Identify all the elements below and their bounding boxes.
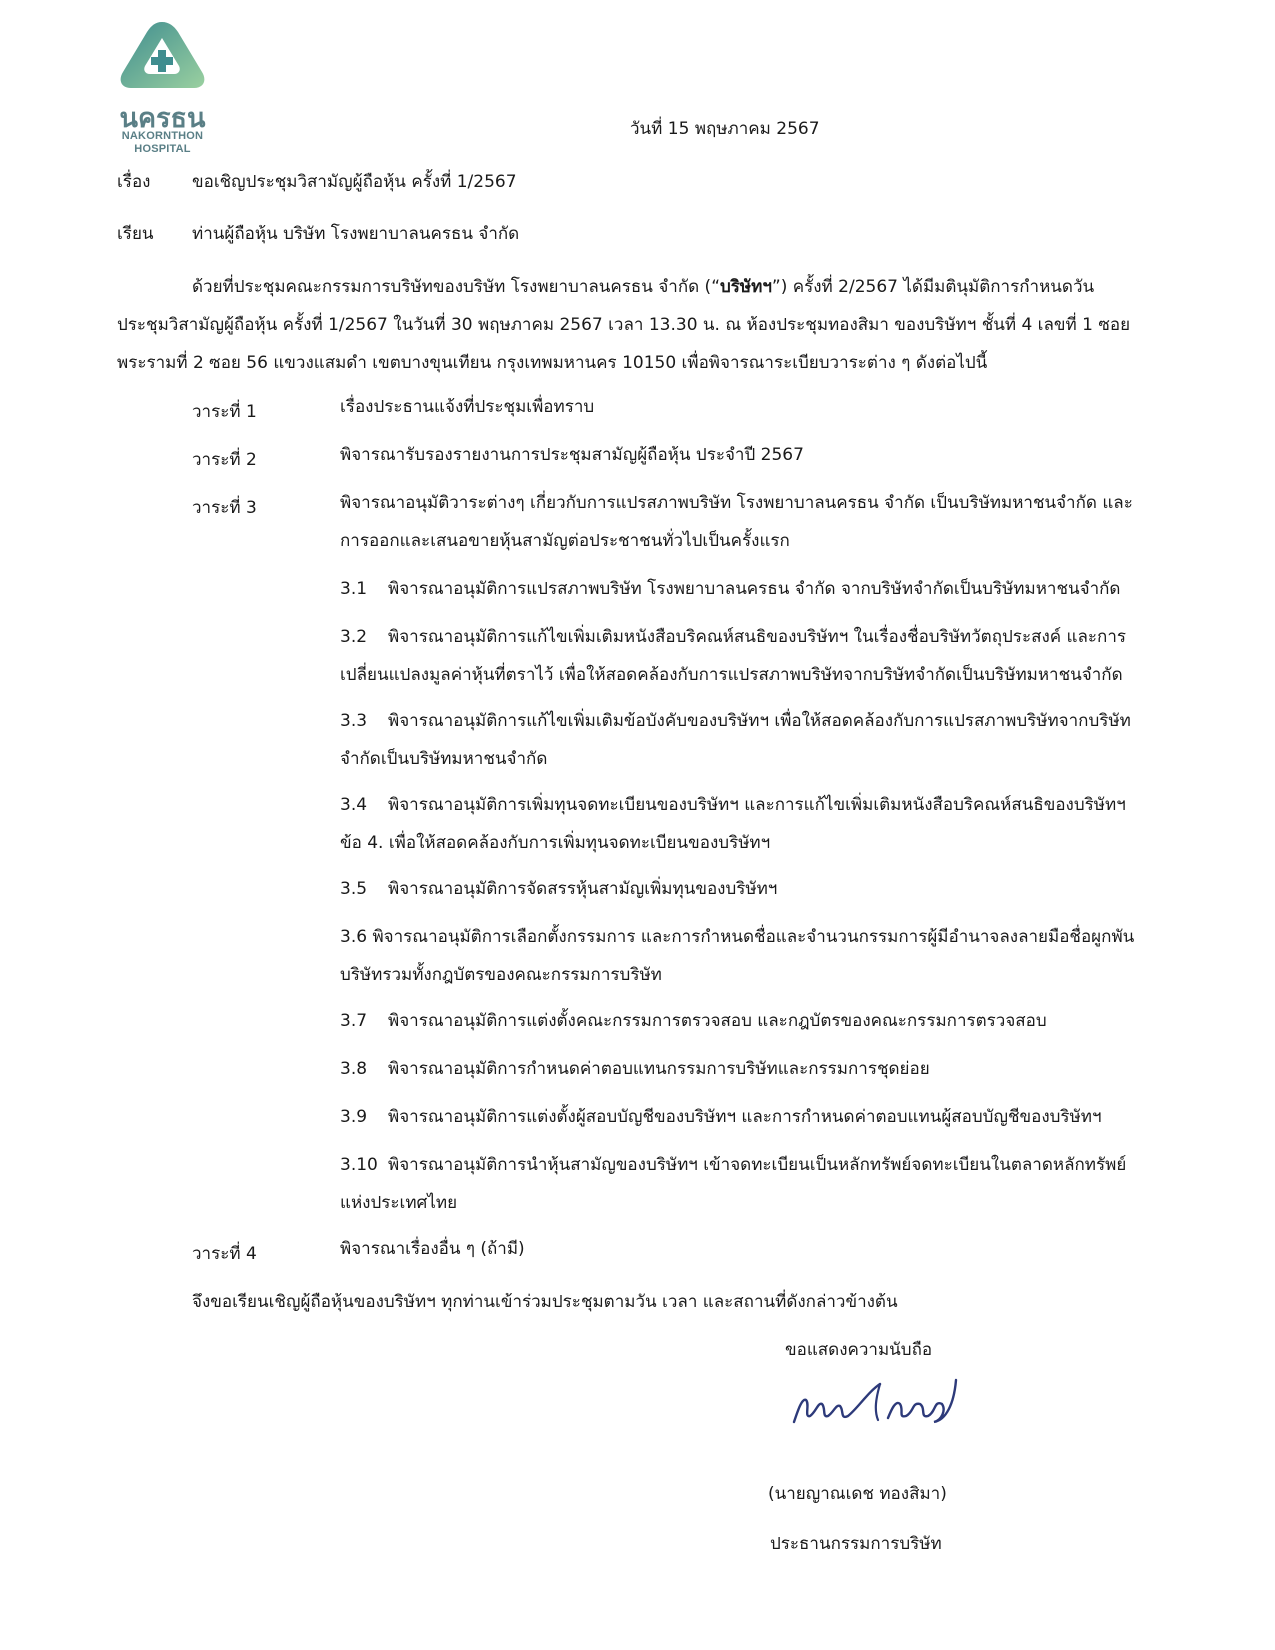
subject-text: ขอเชิญประชุมวิสามัญผู้ถือหุ้น ครั้งที่ 1/2567 [192, 172, 517, 192]
intro-paragraph [117, 268, 1157, 382]
sub-item-number: 3.6 [340, 927, 368, 947]
sub-item [340, 618, 1160, 694]
sub-item-number: 3.10 [340, 1155, 378, 1175]
agenda-number: วาระที่ 3 [192, 498, 257, 518]
sub-item-text: พิจารณาอนุมัติการแก้ไขเพิ่มเติมหนังสือบริคณห์สนธิของบริษัทฯ ในเรื่องชื่อบริษัทวัตถุประสงค์ และการ [388, 627, 1126, 647]
sub-item-text: พิจารณาอนุมัติการแต่งตั้งคณะกรรมการตรวจสอบ และกฎบัตรของคณะกรรมการตรวจสอบ [388, 1011, 1047, 1031]
sub-item-text: พิจารณาอนุมัติการเลือกตั้งกรรมการ และการกำหนดชื่อและจำนวนกรรมการผู้มีอำนาจลงลายมือชื่อผูกพัน [372, 927, 1135, 947]
sub-item-text-2: เปลี่ยนแปลงมูลค่าหุ้นที่ตราไว้ เพื่อให้สอดคล้องกับการแปรสภาพบริษัทจากบริษัทจำกัดเป็นบริษัทมหาชนจำกัด [340, 665, 1123, 685]
regards-text: ขอแสดงความนับถือ [785, 1340, 933, 1360]
signer-name: (นายญาณเดช ทองสิมา) [768, 1484, 947, 1504]
logo-name-thai: นครธน [119, 103, 206, 133]
sub-item [340, 1050, 1160, 1088]
sub-item-number: 3.8 [340, 1059, 368, 1079]
letter-date: วันที่ 15 พฤษภาคม 2567 [630, 119, 820, 139]
sub-item-text: พิจารณาอนุมัติการกำหนดค่าตอบแทนกรรมการบริษัทและกรรมการชุดย่อย [388, 1059, 930, 1079]
subject-label: เรื่อง [117, 172, 151, 192]
sub-item-text: พิจารณาอนุมัติการนำหุ้นสามัญของบริษัทฯ เข้าจดทะเบียนเป็นหลักทรัพย์จดทะเบียนในตลาดหลักทรัพย์ [388, 1155, 1127, 1175]
to-text: ท่านผู้ถือหุ้น บริษัท โรงพยาบาลนครธน จำกัด [192, 224, 520, 244]
closing-sentence: จึงขอเรียนเชิญผู้ถือหุ้นของบริษัทฯ ทุกท่านเข้าร่วมประชุมตามวัน เวลา และสถานที่ดังกล่าวข้างต้น [192, 1292, 898, 1312]
sub-item-number: 3.5 [340, 879, 368, 899]
agenda-text: พิจารณาเรื่องอื่น ๆ (ถ้ามี) [340, 1239, 525, 1259]
agenda-text: พิจารณารับรองรายงานการประชุมสามัญผู้ถือหุ้น ประจำปี 2567 [340, 445, 804, 465]
agenda-number: วาระที่ 4 [192, 1244, 257, 1264]
sub-item-number: 3.2 [340, 627, 368, 647]
sub-item [340, 1098, 1160, 1136]
intro-part-2: ”) ครั้งที่ 2/2567 ได้มีมตินุมัติการกำหนดวัน [771, 277, 1095, 297]
agenda-number: วาระที่ 2 [192, 450, 257, 470]
sub-item [340, 1146, 1160, 1222]
logo-name-english-2: HOSPITAL [134, 143, 191, 155]
sub-item [340, 570, 1160, 608]
sub-item-number: 3.4 [340, 795, 368, 815]
intro-line-3: พระรามที่ 2 ซอย 56 แขวงแสมดำ เขตบางขุนเทียน กรุงเทพมหานคร 10150 เพื่อพิจารณาระเบียบวาระต่าง ๆ ดังต่อไปนี้ [117, 353, 988, 373]
agenda-text: เรื่องประธานแจ้งที่ประชุมเพื่อทราบ [340, 397, 595, 417]
sub-item-text: พิจารณาอนุมัติการเพิ่มทุนจดทะเบียนของบริษัทฯ และการแก้ไขเพิ่มเติมหนังสือบริคณห์สนธิของบริษัทฯ [388, 795, 1126, 815]
intro-line-1 [117, 268, 1157, 306]
sub-item-text-2: จำกัดเป็นบริษัทมหาชนจำกัด [340, 749, 548, 769]
to-label: เรียน [117, 224, 154, 244]
sub-item-text-2: บริษัทรวมทั้งกฎบัตรของคณะกรรมการบริษัท [340, 965, 662, 985]
agenda-text [340, 484, 1160, 560]
sub-item-text-2: แห่งประเทศไทย [340, 1193, 458, 1213]
sub-item [340, 918, 1160, 994]
sub-item-text: พิจารณาอนุมัติการแต่งตั้งผู้สอบบัญชีของบริษัทฯ และการกำหนดค่าตอบแทนผู้สอบบัญชีของบริษัทฯ [388, 1107, 1102, 1127]
sub-item-number: 3.3 [340, 711, 368, 731]
sub-item [340, 870, 1160, 908]
hospital-logo-icon [115, 20, 210, 95]
sub-item-number: 3.7 [340, 1011, 368, 1031]
sub-item [340, 702, 1160, 778]
intro-line-2: ประชุมวิสามัญผู้ถือหุ้น ครั้งที่ 1/2567 ในวันที่ 30 พฤษภาคม 2567 เวลา 13.30 น. ณ ห้องประชุมทองสิมา ของบริษัทฯ ชั้นที่ 4 เลขที่ 1 ซอย [117, 315, 1131, 335]
sub-item-text: พิจารณาอนุมัติการแปรสภาพบริษัท โรงพยาบาลนครธน จำกัด จากบริษัทจำกัดเป็นบริษัทมหาชนจำกัด [388, 579, 1121, 599]
signature-image [788, 1370, 963, 1440]
agenda-text-line: การออกและเสนอขายหุ้นสามัญต่อประชาชนทั่วไปเป็นครั้งแรก [340, 531, 790, 551]
sub-item-number: 3.1 [340, 579, 368, 599]
hospital-logo [115, 20, 210, 155]
sub-item-number: 3.9 [340, 1107, 368, 1127]
sub-item [340, 786, 1160, 862]
company-short-name: บริษัทฯ [720, 277, 772, 297]
sub-item-text-2: ข้อ 4. เพื่อให้สอดคล้องกับการเพิ่มทุนจดทะเบียนของบริษัทฯ [340, 833, 771, 853]
sub-item-text: พิจารณาอนุมัติการแก้ไขเพิ่มเติมข้อบังคับของบริษัทฯ เพื่อให้สอดคล้องกับการแปรสภาพบริษัทจากบริษัท [388, 711, 1131, 731]
agenda-number: วาระที่ 1 [192, 402, 257, 422]
sub-item-text: พิจารณาอนุมัติการจัดสรรหุ้นสามัญเพิ่มทุนของบริษัทฯ [388, 879, 778, 899]
agenda-text-line: พิจารณาอนุมัติวาระต่างๆ เกี่ยวกับการแปรสภาพบริษัท โรงพยาบาลนครธน จำกัด เป็นบริษัทมหาชนจำกัด และ [340, 493, 1133, 513]
sub-item [340, 1002, 1160, 1040]
intro-part-1: ด้วยที่ประชุมคณะกรรมการบริษัทของบริษัท โรงพยาบาลนครธน จำกัด (“ [192, 277, 720, 297]
logo-name-english: NAKORNTHON [121, 130, 204, 142]
signer-title: ประธานกรรมการบริษัท [770, 1534, 942, 1554]
